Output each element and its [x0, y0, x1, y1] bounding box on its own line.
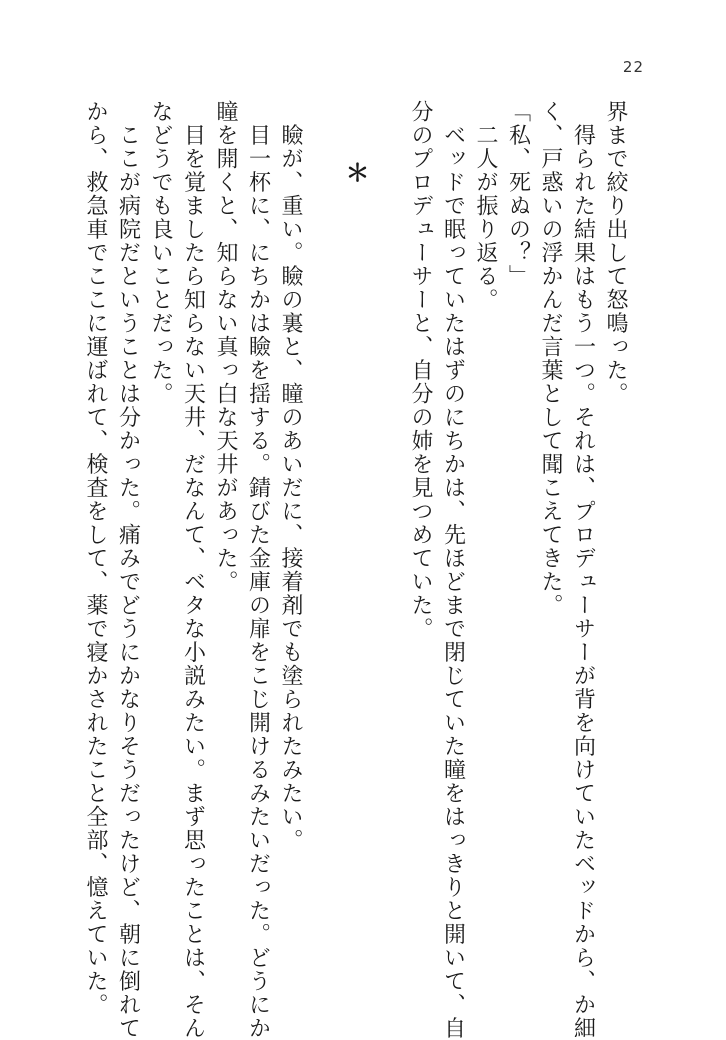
text-line: 目を覚ましたら知らない天井、だなんて、ベタな小説みたい。まず思ったことは、そん	[180, 100, 206, 1040]
text-line: ここが病院だということは分かった。痛みでどうにかなりそうだったけど、朝に倒れて	[115, 100, 141, 1040]
text-line: 二人が振り返る。	[473, 100, 498, 312]
text-line: 界まで絞り出して怒鳴った。	[603, 100, 628, 406]
vertical-text-body	[79, 100, 632, 1040]
text-line: などうでも良いことだった。	[148, 100, 173, 406]
text-line: ベッドで眠っていたはずのにちかは、先ほどまで閉じていた瞳をはっきりと開いて、自	[440, 100, 466, 1040]
text-line: 得られた結果はもう一つ。それは、プロデューサーが背を向けていたベッドから、か細	[570, 100, 596, 1040]
text-line: 目一杯に、にちかは瞼を揺する。錆びた金庫の扉をこじ開けるみたいだった。どうにか	[245, 100, 271, 1040]
text-line: 瞼が、重い。瞼の裏と、瞳のあいだに、接着剤でも塗られたみたい。	[278, 100, 303, 852]
text-line: く、戸惑いの浮かんだ言葉として聞こえてきた。	[538, 100, 563, 617]
text-line: 「私、死ぬの？」	[505, 100, 531, 288]
text-line: 分のプロデューサーと、自分の姉を見つめていた。	[408, 100, 433, 641]
blank-line	[306, 100, 339, 950]
text-line: から、救急車でここに運ばれて、検査をして、薬で寝かされたこと全部、憶えていた。	[83, 100, 108, 1017]
scene-separator: ＊	[341, 160, 369, 186]
page-number: 22	[622, 58, 644, 76]
blank-line	[371, 100, 404, 950]
text-line: 瞳を開くと、知らない真っ白な天井があった。	[213, 100, 238, 594]
